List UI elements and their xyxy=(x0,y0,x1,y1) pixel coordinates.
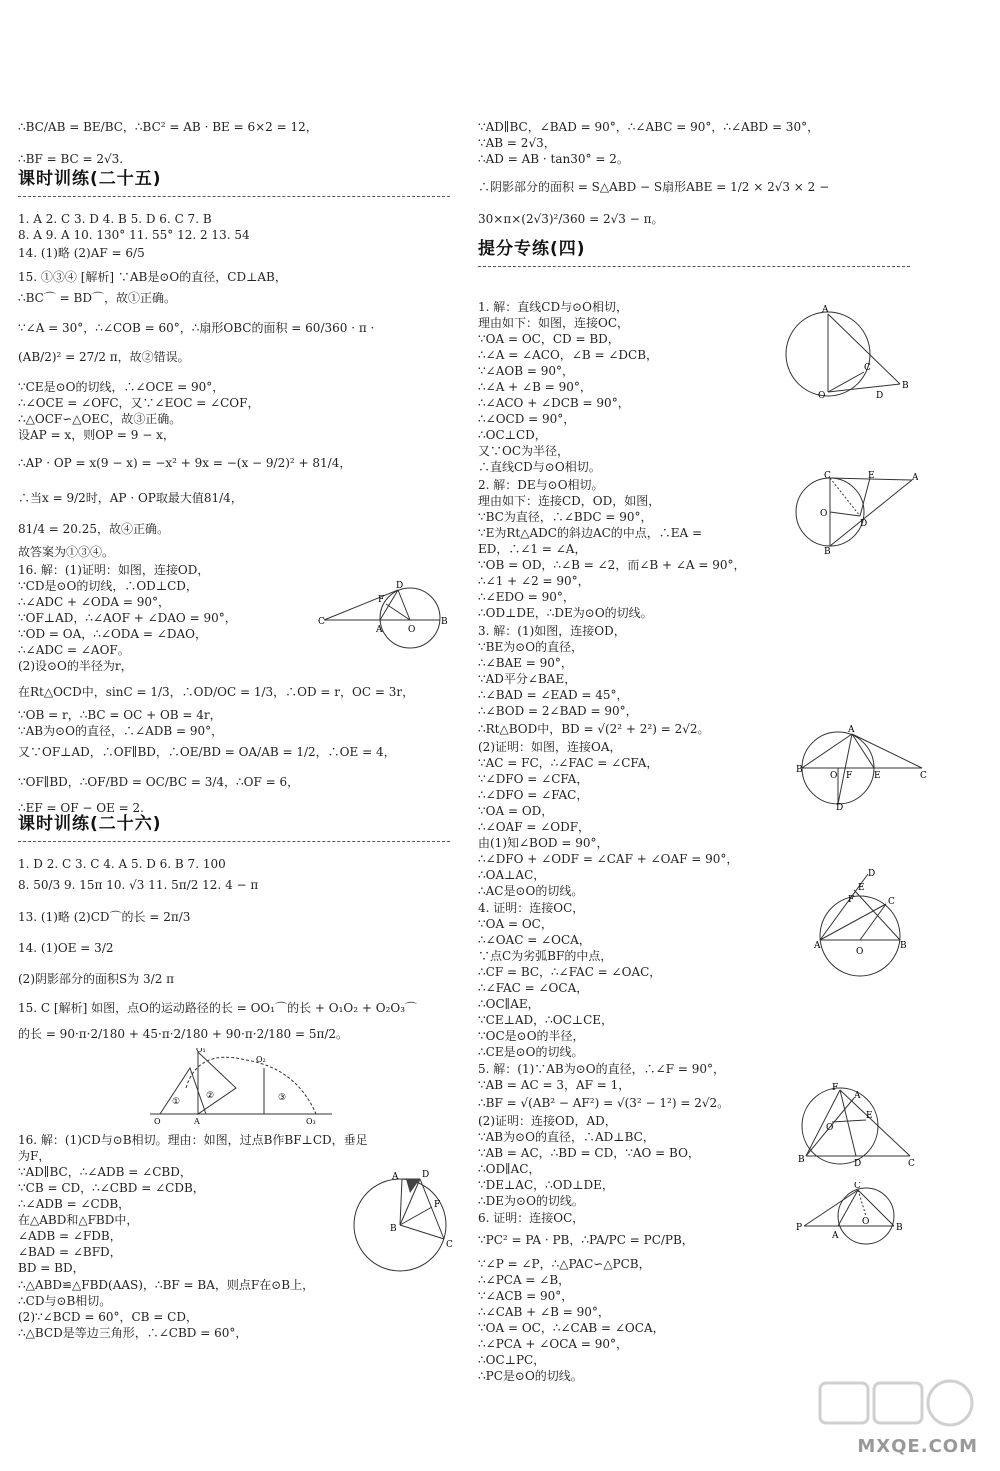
svg-text:P: P xyxy=(796,1223,803,1233)
geometry-figure-p3 xyxy=(796,724,928,810)
svg-text:C: C xyxy=(864,363,871,373)
text-line: ∵OB = OD，∴∠B = ∠2，而∠B + ∠A = 90°， xyxy=(478,558,746,572)
svg-text:D: D xyxy=(422,1170,430,1180)
section-divider xyxy=(478,266,910,267)
text-line: ∴OC⊥PC， xyxy=(478,1353,546,1367)
text-line: 1. D 2. C 3. C 4. A 5. D 6. B 7. 100 xyxy=(18,857,226,871)
svg-text:E: E xyxy=(858,883,865,893)
text-line: ∴阴影部分的面积 = S△ABD − S扇形ABE = 1/2 × 2√3 × 2 − xyxy=(478,180,830,194)
text-line: ∵CD是⊙O的切线，∴OD⊥CD， xyxy=(18,579,198,593)
text-line: 理由如下：连接CD，OD，如图， xyxy=(478,494,661,508)
svg-text:O₂: O₂ xyxy=(256,1055,266,1064)
text-line: 1. A 2. C 3. D 4. B 5. D 6. C 7. B xyxy=(18,212,212,226)
text-line: ∵AC = FC，∴∠FAC = ∠CFA， xyxy=(478,756,659,770)
text-line: ∵AB = AC，∴BD = CD，∵AO = BO， xyxy=(478,1146,700,1160)
svg-text:O: O xyxy=(830,771,838,781)
text-line: ∵OF⊥AD，∴∠AOF + ∠DAO = 90°， xyxy=(18,611,237,625)
text-line: 3. 解：(1)如图，连接OD， xyxy=(478,624,626,638)
text-line: ∴EF = OF − OE = 2. xyxy=(18,801,144,815)
text-line: ∴∠DFO + ∠ODF = ∠CAF + ∠OAF = 90°， xyxy=(478,852,739,866)
svg-text:A: A xyxy=(832,1231,839,1241)
svg-text:E: E xyxy=(874,771,881,781)
svg-text:C: C xyxy=(888,897,895,907)
text-line: ∴当x = 9/2时，AP · OP取最大值81/4， xyxy=(18,491,243,505)
svg-text:D: D xyxy=(868,869,876,879)
text-line: 又∵OC为半径， xyxy=(478,444,570,458)
svg-text:O: O xyxy=(818,391,826,400)
text-line: ∵OF∥BD，∴OF/BD = OC/BC = 3/4，∴OF = 6， xyxy=(18,775,300,789)
text-line: ∴∠BAD = ∠EAD = 45°， xyxy=(478,688,629,702)
svg-text:O₁: O₁ xyxy=(196,1048,206,1054)
text-line: ∴∠FAC = ∠OCA， xyxy=(478,981,589,995)
text-line: ∴Rt△BOD中，BD = √(2² + 2²) = 2√2。 xyxy=(478,722,710,736)
text-line: 8. A 9. A 10. 130° 11. 55° 12. 2 13. 54 xyxy=(18,228,250,242)
text-line: 13. (1)略 (2)CD⌒的长 = 2π/3 xyxy=(18,910,191,924)
text-line: ∴CF = BC，∴∠FAC = ∠OAC， xyxy=(478,965,662,979)
text-line: ∴∠PCA = ∠B， xyxy=(478,1273,571,1287)
text-line: ∴OA⊥AC， xyxy=(478,868,546,882)
text-line: ∴AP · OP = x(9 − x) = −x² + 9x = −(x − 9/2)² + 81/4， xyxy=(18,456,352,470)
text-line: 故答案为①③④。 xyxy=(18,545,115,559)
text-line: 的长 = 90·π·2/180 + 45·π·2/180 + 90·π·2/180 = 5π/2。 xyxy=(18,1027,349,1041)
text-line: ∴∠OCE = ∠OFC，又∵∠EOC = ∠COF， xyxy=(18,396,260,410)
text-line: ∵AD∥BC，∴∠ADB = ∠CBD， xyxy=(18,1165,192,1179)
svg-text:③: ③ xyxy=(278,1093,287,1103)
text-line: ∴OD⊥DE，∴DE为⊙O的切线。 xyxy=(478,606,653,620)
svg-text:D: D xyxy=(396,581,404,591)
geometry-figure-p1 xyxy=(778,300,914,400)
text-line: 14. (1)OE = 3/2 xyxy=(18,941,114,955)
geometry-figure-16a xyxy=(318,578,458,658)
text-line: ED，∴∠1 = ∠A， xyxy=(478,542,587,556)
text-line: ∴∠OCD = 90°， xyxy=(478,412,576,426)
text-line: ∴∠DFO = ∠FAC， xyxy=(478,788,589,802)
svg-text:B: B xyxy=(900,941,907,951)
text-line: ∵∠ACB = 90°， xyxy=(478,1289,574,1303)
text-line: ∴直线CD与⊙O相切。 xyxy=(478,460,601,474)
text-line: ∴∠CAB + ∠B = 90°， xyxy=(478,1305,610,1319)
svg-text:B: B xyxy=(390,1224,397,1234)
text-line: ∵AD∥BC，∠BAD = 90°，∴∠ABC = 90°，∴∠ABD = 30°， xyxy=(478,120,820,134)
text-line: ∴CE是⊙O的切线。 xyxy=(478,1045,584,1059)
text-line: 在△ABD和△FBD中， xyxy=(18,1213,139,1227)
svg-text:F: F xyxy=(434,1200,441,1210)
svg-text:B: B xyxy=(824,547,831,554)
section-heading-4: 提分专练(四) xyxy=(478,239,586,259)
text-line: 6. 证明：连接OC， xyxy=(478,1211,585,1225)
svg-text:C: C xyxy=(318,617,325,627)
svg-text:C: C xyxy=(854,1182,861,1191)
text-line: ∴DE为⊙O的切线。 xyxy=(478,1194,584,1208)
text-line: 由(1)知∠BOD = 90°， xyxy=(478,836,609,850)
svg-text:C: C xyxy=(908,1159,915,1169)
svg-text:①: ① xyxy=(172,1097,181,1107)
text-line: 16. 解：(1)CD与⊙B相切。理由：如图，过点B作BF⊥CD，垂足 xyxy=(18,1133,368,1147)
text-line: ∴AD = AB · tan30° = 2。 xyxy=(478,152,629,166)
text-line: ∵CB = CD，∴∠CBD = ∠CDB， xyxy=(18,1181,205,1195)
text-line: ∴∠ADC = ∠AOF。 xyxy=(18,643,130,657)
text-line: ∴OC⊥CD， xyxy=(478,428,547,442)
text-line: ∵OD = OA，∴∠ODA = ∠DAO， xyxy=(18,627,207,641)
text-line: ∵AB为⊙O的直径，∴∠ADB = 90°， xyxy=(18,724,224,738)
text-line: ∴BF = √(AB² − AF²) = √(3² − 1²) = 2√2。 xyxy=(478,1096,730,1110)
text-line: ∵CE是⊙O的切线，∴∠OCE = 90°， xyxy=(18,380,225,394)
text-line: ∵OA = OC，CD = BD， xyxy=(478,332,620,346)
text-line: ∴PC是⊙O的切线。 xyxy=(478,1369,583,1383)
text-line: ∵AB为⊙O的直径，∴AD⊥BC， xyxy=(478,1130,655,1144)
text-line: ∵∠AOB = 90°， xyxy=(478,364,574,378)
section-divider xyxy=(18,841,450,842)
text-line: 4. 证明：连接OC， xyxy=(478,901,585,915)
text-line: ∴△ABD≌△FBD(AAS)，∴BF = BA，则点F在⊙B上， xyxy=(18,1278,315,1292)
text-line: BD = BD， xyxy=(18,1261,85,1275)
geometry-figure-16b xyxy=(348,1165,458,1275)
svg-text:A: A xyxy=(848,725,855,735)
text-line: ∠BAD = ∠BFD， xyxy=(18,1245,122,1259)
text-line: ∴OC∥AE， xyxy=(478,997,540,1011)
svg-text:O: O xyxy=(820,509,828,519)
svg-text:B: B xyxy=(798,1155,805,1165)
text-line: 为F， xyxy=(18,1149,51,1163)
text-line: ∵AB = AC = 3，AF = 1， xyxy=(478,1078,631,1092)
section-divider xyxy=(18,196,450,197)
text-line: ∴△BCD是等边三角形，∴∠CBD = 60°， xyxy=(18,1326,248,1340)
svg-text:A: A xyxy=(194,1117,200,1126)
text-line: ∵OA = OC，∴∠CAB = ∠OCA， xyxy=(478,1321,665,1335)
text-line: 设AP = x，则OP = 9 − x， xyxy=(18,428,175,442)
svg-text:A: A xyxy=(912,473,918,483)
text-line: ∵∠A = 30°，∴∠COB = 60°，∴扇形OBC的面积 = 60/360 · π · xyxy=(18,321,375,335)
text-line: ∵PC² = PA · PB，∴PA/PC = PC/PB， xyxy=(478,1233,694,1247)
geometry-figure-p5 xyxy=(796,1080,916,1170)
svg-text:O: O xyxy=(826,1123,834,1133)
watermark-text: MXQE.COM xyxy=(857,1436,978,1457)
text-line: ∵点C为劣弧BF的中点， xyxy=(478,949,613,963)
text-line: 5. 解：(1)∵AB为⊙O的直径，∴∠F = 90°， xyxy=(478,1062,725,1076)
text-line: (2)证明：如图，连接OA， xyxy=(478,740,622,754)
svg-text:E: E xyxy=(868,471,875,481)
svg-text:A: A xyxy=(376,625,383,635)
text-line: ∠ADB = ∠FDB， xyxy=(18,1229,122,1243)
text-line: ∴∠PCA + ∠OCA = 90°， xyxy=(478,1337,628,1351)
text-line: 8. 50/3 9. 15π 10. √3 11. 5π/2 12. 4 − π xyxy=(18,878,259,892)
text-line: ∴∠BOD = 2∠BAD = 90°， xyxy=(478,704,638,718)
svg-text:D: D xyxy=(876,391,884,400)
text-line: 2. 解：DE与⊙O相切。 xyxy=(478,478,604,492)
text-line: 81/4 = 20.25，故④正确。 xyxy=(18,522,169,536)
text-line: (2)设⊙O的半径为r， xyxy=(18,659,133,673)
text-line: ∴BC/AB = BE/BC，∴BC² = AB · BE = 6×2 = 12， xyxy=(18,120,318,134)
text-line: ∴∠1 + ∠2 = 90°， xyxy=(478,574,590,588)
text-line: ∵AB = 2√3， xyxy=(478,136,556,150)
text-line: 30×π×(2√3)²/360 = 2√3 − π。 xyxy=(478,212,664,226)
text-line: ∵OB = r，∴BC = OC + OB = 4r， xyxy=(18,708,222,722)
text-line: ∴∠A + ∠B = 90°， xyxy=(478,380,592,394)
text-line: (2)证明：连接OD，AD， xyxy=(478,1114,617,1128)
text-line: ∵∠P = ∠P，∴△PAC∽△PCB， xyxy=(478,1257,651,1271)
text-line: ∴∠BAE = 90°， xyxy=(478,656,573,670)
text-line: 在Rt△OCD中，sinC = 1/3，∴OD/OC = 1/3，∴OD = r，OC = 3r， xyxy=(18,685,415,699)
svg-text:D: D xyxy=(854,1159,862,1169)
text-line: ∴∠ADC + ∠ODA = 90°， xyxy=(18,595,170,609)
text-line: 理由如下：如图，连接OC， xyxy=(478,316,630,330)
svg-text:D: D xyxy=(860,519,868,529)
text-line: ∴∠ADB = ∠CDB， xyxy=(18,1197,131,1211)
text-line: ∵OA = OC， xyxy=(478,917,553,931)
svg-text:B: B xyxy=(796,765,803,775)
text-line: ∴CD与⊙B相切。 xyxy=(18,1294,112,1308)
svg-text:O: O xyxy=(408,625,416,635)
svg-text:A: A xyxy=(814,941,821,951)
text-line: ∴∠EDO = 90°， xyxy=(478,590,575,604)
svg-text:F: F xyxy=(848,895,855,905)
text-line: ∵BE为⊙O的直径， xyxy=(478,640,584,654)
text-line: ∴∠OAF = ∠ODF， xyxy=(478,820,591,834)
text-line: (2)阴影部分的面积S为 3/2 π xyxy=(18,972,175,986)
text-line: ∴∠A = ∠ACO，∠B = ∠DCB， xyxy=(478,348,659,362)
text-line: 15. ①③④ [解析] ∵AB是⊙O的直径，CD⊥AB， xyxy=(18,270,287,284)
text-line: 16. 解：(1)证明：如图，连接OD， xyxy=(18,563,210,577)
text-line: ∵OC是⊙O的半径， xyxy=(478,1029,585,1043)
svg-text:②: ② xyxy=(206,1091,215,1101)
svg-text:C: C xyxy=(824,471,831,481)
text-line: ∴OD∥AC， xyxy=(478,1162,541,1176)
svg-text:A: A xyxy=(822,305,829,315)
svg-text:A: A xyxy=(392,1172,399,1182)
svg-text:F: F xyxy=(832,1083,839,1093)
geometry-figure-15b xyxy=(146,1048,336,1126)
svg-text:F: F xyxy=(846,771,853,781)
svg-text:B: B xyxy=(441,617,448,627)
section-heading-25: 课时训练(二十五) xyxy=(18,169,162,189)
section-heading-26: 课时训练(二十六) xyxy=(18,814,162,834)
text-line: 15. C [解析] 如图，点O的运动路径的长 = OO₁⌒的长 + O₁O₂ + O₂O₃⌒ xyxy=(18,1001,418,1015)
svg-text:O₃: O₃ xyxy=(306,1117,316,1126)
text-line: ∴∠ACO + ∠DCB = 90°， xyxy=(478,396,630,410)
svg-text:B: B xyxy=(902,381,909,391)
geometry-figure-p2 xyxy=(794,470,918,554)
svg-text:C: C xyxy=(446,1240,453,1250)
geometry-figure-p6 xyxy=(796,1182,916,1254)
svg-text:O: O xyxy=(154,1117,161,1126)
svg-text:E: E xyxy=(866,1111,873,1121)
text-line: 1. 解：直线CD与⊙O相切， xyxy=(478,300,628,314)
svg-text:C: C xyxy=(920,771,927,781)
svg-text:F: F xyxy=(378,595,385,605)
text-line: ∴AC是⊙O的切线。 xyxy=(478,884,584,898)
text-line: ∵E为Rt△ADC的斜边AC的中点，∴EA = xyxy=(478,526,703,540)
text-line: ∵AD平分∠BAE， xyxy=(478,672,577,686)
text-line: ∴∠OAC = ∠OCA， xyxy=(478,933,591,947)
text-line: ∵CE⊥AD，∴OC⊥CE， xyxy=(478,1013,614,1027)
text-line: ∴△OCF∽△OEC，故③正确。 xyxy=(18,412,182,426)
text-line: 14. (1)略 (2)AF = 6/5 xyxy=(18,246,145,260)
svg-text:D: D xyxy=(836,803,844,810)
text-line: (2)∵∠BCD = 60°，CB = CD， xyxy=(18,1310,198,1324)
text-line: ∴BC⌒ = BD⌒，故①正确。 xyxy=(18,291,176,305)
text-line: ∵OA = OD， xyxy=(478,804,554,818)
text-line: 又∵OF⊥AD，∴OF∥BD，∴OE/BD = OA/AB = 1/2，∴OE = 4， xyxy=(18,745,396,759)
text-line: ∵DE⊥AC，∴OD⊥DE， xyxy=(478,1178,614,1192)
text-line: ∴BF = BC = 2√3. xyxy=(18,152,124,166)
svg-text:A: A xyxy=(854,1091,861,1101)
text-line: ∵BC为直径，∴∠BDC = 90°， xyxy=(478,510,653,524)
svg-text:B: B xyxy=(896,1223,903,1233)
geometry-figure-p4 xyxy=(814,868,914,980)
svg-text:O: O xyxy=(856,947,864,957)
text-line: (AB/2)² = 27/2 π，故②错误。 xyxy=(18,350,190,364)
text-line: ∵∠DFO = ∠CFA， xyxy=(478,772,589,786)
svg-text:O: O xyxy=(862,1217,870,1227)
